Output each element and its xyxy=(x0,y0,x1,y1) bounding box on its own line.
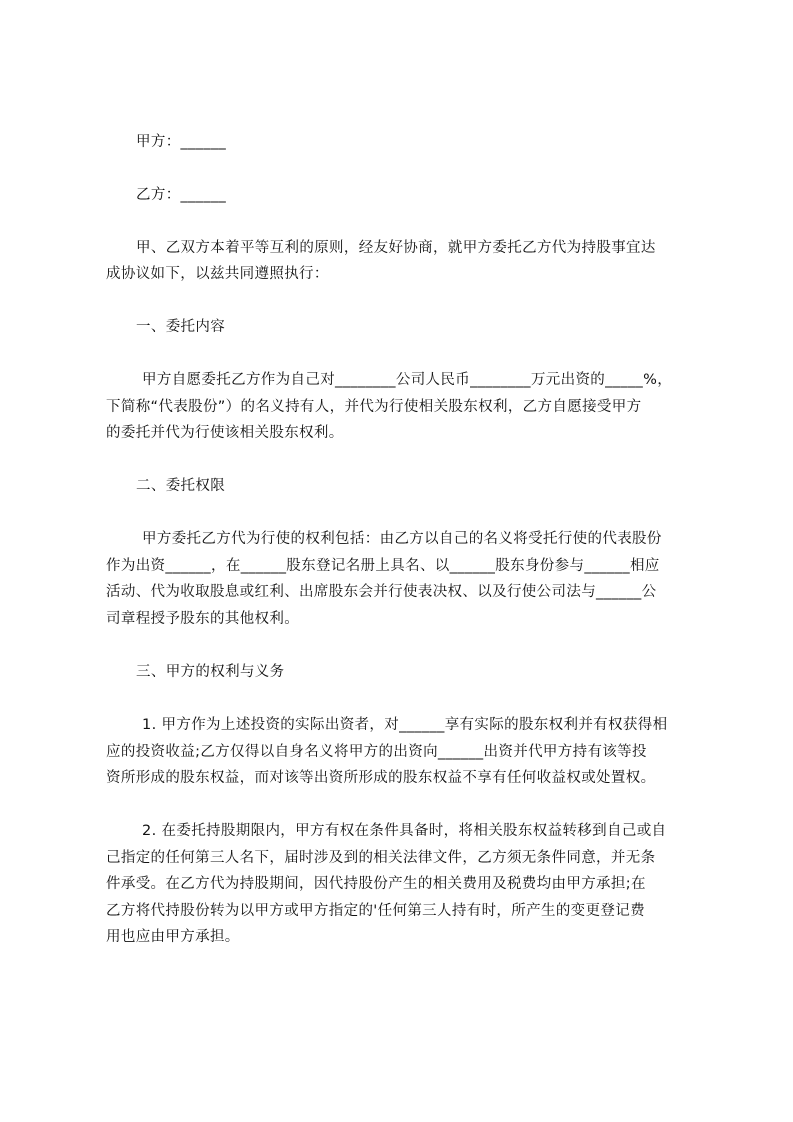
section3-item2-line-3: 件承受。在乙方代为持股期间，因代持股份产生的相关费用及税费均由甲方承担;在 xyxy=(106,876,646,892)
section1-heading: 一、委托内容 xyxy=(136,319,226,335)
party-a-line: 甲方：______ xyxy=(136,134,227,150)
section2-heading: 二、委托权限 xyxy=(136,478,226,494)
section3-heading: 三、甲方的权利与义务 xyxy=(136,664,285,680)
section3-item2-line-2: 己指定的任何第三人名下，届时涉及到的相关法律文件，乙方须无条件同意，并无条 xyxy=(106,850,656,866)
section2-line-3: 活动、代为收取股息或红利、出席股东会并行使表决权、以及行使公司法与______公 xyxy=(106,584,657,600)
section2-line-1: 甲方委托乙方代为行使的权利包括：由乙方以自己的名义将受托行使的代表股份 xyxy=(142,531,662,547)
section3-item2-line-5: 用也应由甲方承担。 xyxy=(106,929,240,945)
section2-line-2: 作为出资______，在______股东登记名册上具名、以______股东身份参与______相应 xyxy=(106,558,660,574)
section3-item1-line-1: 1. 甲方作为上述投资的实际出资者，对______享有实际的股东权利并有权获得相 xyxy=(142,717,668,733)
section3-item1-line-3: 资所形成的股东权益，而对该等出资所形成的股东权益不享有任何收益权或处置权。 xyxy=(106,770,656,786)
section2-line-4: 司章程授予股东的其他权利。 xyxy=(106,611,300,627)
section3-item1-line-2: 应的投资收益;乙方仅得以自身名义将甲方的出资向______出资并代甲方持有该等投 xyxy=(106,744,647,760)
intro-line-2: 成协议如下，以兹共同遵照执行： xyxy=(106,266,329,282)
section1-line-1: 甲方自愿委托乙方作为自己对________公司人民币________万元出资的_____%， xyxy=(142,372,673,388)
party-b-line: 乙方：______ xyxy=(136,187,227,203)
section3-item2-line-4: 乙方将代持股份转为以甲方或甲方指定的'任何第三人持有时，所产生的变更登记费 xyxy=(106,903,645,919)
intro-line-1: 甲、乙双方本着平等互利的原则，经友好协商，就甲方委托乙方代为持股事宜达 xyxy=(136,240,656,256)
section1-line-3: 的委托并代为行使该相关股东权利。 xyxy=(106,425,344,441)
section3-item2-line-1: 2. 在委托持股期限内，甲方有权在条件具备时，将相关股东权益转移到自己或自 xyxy=(142,823,667,839)
section1-line-2: 下简称“代表股份”）的名义持有人，并代为行使相关股东权利，乙方自愿接受甲方 xyxy=(106,399,642,415)
